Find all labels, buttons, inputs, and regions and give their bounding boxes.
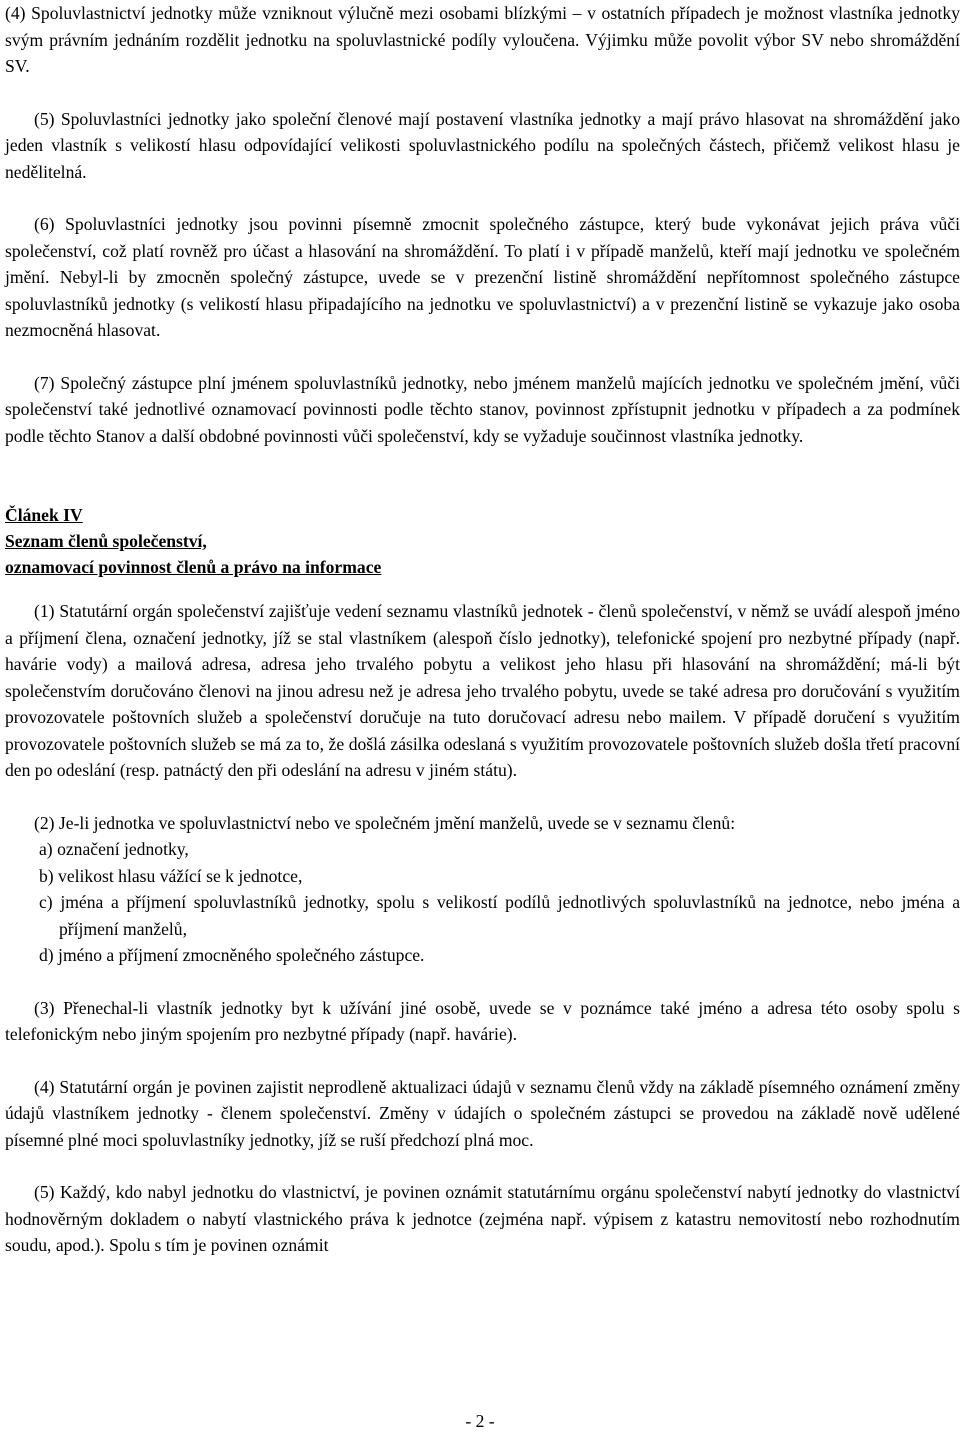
article-paragraph-2-intro: (2) Je-li jednotka ve spoluvlastnictví nebo ve společném jmění manželů, uvede se v seznamu členů: bbox=[34, 812, 736, 833]
list-item: c) jména a příjmení spoluvlastníků jednotky, spolu s velikostí podílů jednotlivých spoluvlastníků na jednotce, nebo jména a příjmení manželů, bbox=[39, 892, 960, 939]
list-item: d) jméno a příjmení zmocněného společného zástupce. bbox=[39, 945, 425, 965]
member-register-list bbox=[5, 836, 960, 969]
list-item: b) velikost hlasu vážící se k jednotce, bbox=[39, 865, 303, 886]
paragraph-5-coowners: (5) Spoluvlastníci jednotky jako společní členové mají postavení vlastníka jednotky a mají právo hlasovat na shromáždění jako jeden vlastník s velikostí hlasu odpovídající velikosti spoluvlastnického podílu na společných částech, přičemž velikost hlasu je nedělitelná. bbox=[5, 108, 960, 182]
article-subtitle-line-2: oznamovací povinnost členů a právo na informace bbox=[5, 557, 382, 577]
paragraph-7-duties: (7) Společný zástupce plní jménem spoluvlastníků jednotky, nebo jménem manželů majících jednotku ve společném jmění, vůči společenství také jednotlivé oznamovací povinnosti podle těchto stanov, povinnost zpřístupnit jednotku v případech a za podmínek podle těchto Stanov a další obdobné povinnosti vůči společenství, kdy se vyžaduje součinnost vlastníka jednotky. bbox=[5, 372, 960, 446]
article-paragraph-3-lease: (3) Přenechal-li vlastník jednotky byt k užívání jiné osobě, uvede se v poznámce také jméno a adresa této osoby spolu s telefonickým nebo jiným spojením pro nezbytné případy (např. havárie). bbox=[5, 997, 960, 1044]
list-item: a) označení jednotky, bbox=[39, 839, 189, 859]
paragraph-6-representative: (6) Spoluvlastníci jednotky jsou povinni písemně zmocnit společného zástupce, který bude vykonávat jejich práva vůči společenství, což platí rovněž pro účast a hlasování na shromáždění. To platí i v případě manželů, kteří mají jednotku ve společném jmění. Nebyl-li by zmocněn společný zástupce, uvede se v prezenční listině shromáždění nepřítomnost společného zástupce spoluvlastníků jednotky (s velikostí hlasu připadajícího na jednotku ve spoluvlastnictví) a v prezenční listině se vykazuje jako osoba nezmocněná hlasovat. bbox=[5, 214, 960, 340]
article-paragraph-1-register: (1) Statutární orgán společenství zajišťuje vedení seznamu vlastníků jednotek - členů společenství, v němž se uvádí alespoň jméno a příjmení člena, označení jednotky, jíž se stal vlastníkem (alespoň číslo jednotky), telefonické spojení pro nezbytné případy (např. havárie vody) a mailová adresa, adresa jeho trvalého pobytu a velikost jeho hlasu při hlasování na shromáždění; má-li být společenstvím doručováno členovi na jinou adresu než je adresa jeho trvalého pobytu, uvede se také adresa pro doručování s využitím provozovatele poštovních služeb a společenství doručuje na tuto doručovací adresu nebo mailem. V případě doručení s využitím provozovatele poštovních služeb se má za to, že došlá zásilka odeslaná s využitím provozovatele poštovních služeb došla třetí pracovní den po odeslání (resp. patnáctý den při odeslání na adresu v jiném státu). bbox=[5, 601, 960, 780]
paragraph-4-ownership: (4) Spoluvlastnictví jednotky může vzniknout výlučně mezi osobami blízkými – v ostatních případech je možnost vlastníka jednotky svým právním jednáním rozdělit jednotku na spoluvlastnické podíly vyloučena. Výjimku může povolit výbor SV nebo shromáždění SV. bbox=[5, 3, 960, 76]
document-page bbox=[5, 0, 960, 1259]
page-number: - 2 - bbox=[465, 1411, 495, 1431]
article-paragraph-4-update: (4) Statutární orgán je povinen zajistit neprodleně aktualizaci údajů v seznamu členů vždy na základě písemného oznámení změny údajů vlastníkem jednotky - členem společenství. Změny v údajích o společném zástupci se provedou na základě nově udělené písemné plné moci spoluvlastníky jednotky, jíž se ruší předchozí plná moc. bbox=[5, 1076, 960, 1150]
article-title: Článek IV bbox=[5, 505, 83, 525]
article-subtitle-line-1: Seznam členů společenství, bbox=[5, 531, 207, 551]
article-heading bbox=[5, 502, 960, 580]
article-paragraph-5-acquisition: (5) Každý, kdo nabyl jednotku do vlastnictví, je povinen oznámit statutárnímu orgánu společenství nabytí jednotky do vlastnictví hodnověrným dokladem o nabytí vlastnického práva k jednotce (zejména např. výpisem z katastru nemovitostí nebo rozhodnutím soudu, apod.). Spolu s tím je povinen oznámit bbox=[5, 1182, 960, 1255]
